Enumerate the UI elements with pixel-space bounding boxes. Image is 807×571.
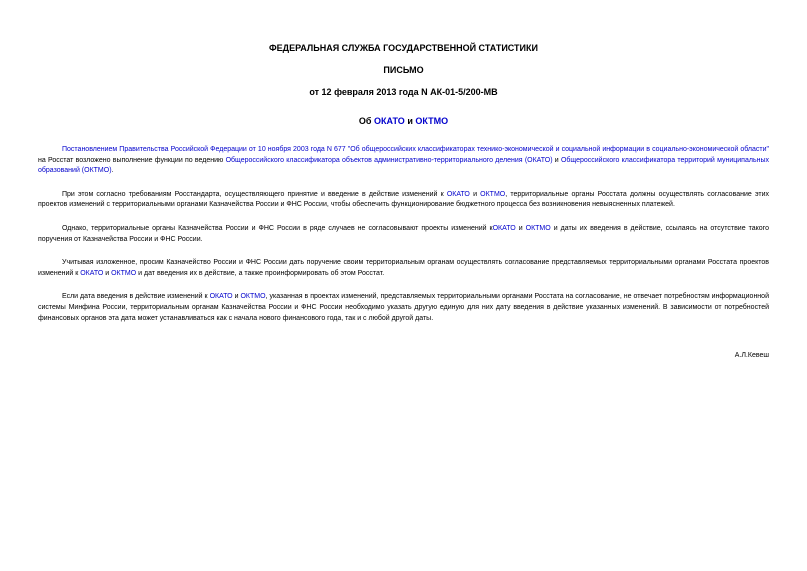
paragraph-5-text-2: и <box>232 293 241 301</box>
paragraph-5 <box>38 292 769 324</box>
paragraph-1 <box>38 145 769 177</box>
signature: А.Л.Кевеш <box>734 352 769 360</box>
okato-link[interactable]: ОКАТО <box>80 269 104 277</box>
paragraph-2 <box>38 190 769 211</box>
paragraph-4 <box>38 258 769 279</box>
paragraph-5-text-3: , указанная в проектах изменений, представляемых территориальными органами Росстата на согласование, не отвечает потребностям информационной системы Минфина России, территориальным органам Казначейства России и ФНС России необходимо указать другую единую для них дату введения в действие указанных изменений. В зависимости от потребностей финансовых органов эта дата может устанавливаться как с начала нового финансового года, так и с любой другой даты. <box>38 293 769 322</box>
oktmo-link[interactable]: ОКТМО <box>111 269 137 277</box>
agency-heading: ФЕДЕРАЛЬНАЯ СЛУЖБА ГОСУДАРСТВЕННОЙ СТАТИСТИКИ <box>269 43 538 53</box>
document-type-heading: ПИСЬМО <box>383 65 424 75</box>
paragraph-4-text-2: и <box>103 269 112 277</box>
okato-link[interactable]: ОКАТО <box>492 224 516 232</box>
okato-classifier-link[interactable]: Общероссийского классификатора объектов административно-территориального деления (ОКАТО) <box>225 156 553 164</box>
subject-prefix: Об <box>358 116 372 126</box>
letter-body <box>38 145 769 324</box>
paragraph-2-text-2: и <box>469 190 481 198</box>
subject-oktmo-link[interactable]: ОКТМО <box>415 116 449 126</box>
paragraph-3 <box>38 224 769 245</box>
paragraph-4-text-3: и дат введения их в действие, а также проинформировать об этом Росстат. <box>136 269 385 277</box>
oktmo-link[interactable]: ОКТМО <box>240 293 266 301</box>
paragraph-4-text-1: Учитывая изложенное, просим Казначейство России и ФНС России дать поручение своим территориальным органам осуществлять согласование представляемых территориальными органами Росстата проектов изменений к <box>38 259 769 277</box>
subject-and: и <box>407 116 413 126</box>
oktmo-link[interactable]: ОКТМО <box>525 224 551 232</box>
resolution-677-link[interactable]: Постановлением Правительства Российской Федерации от 10 ноября 2003 года N 677 "Об общероссийских классификаторах технико-экономической и социальной информации в социально-экономической области" <box>62 146 769 153</box>
okato-link[interactable]: ОКАТО <box>446 190 470 198</box>
paragraph-5-text-1: Если дата введения в действие изменений к <box>62 293 210 301</box>
paragraph-1-text-2: и <box>552 156 561 164</box>
paragraph-1-text-3: . <box>111 167 114 175</box>
paragraph-2-text-1: При этом согласно требованиям Росстандарта, осуществляющего принятие и введение в действие изменений к <box>62 190 447 198</box>
paragraph-3-text-2: и <box>515 224 526 232</box>
paragraph-1-text-1: на Росстат возложено выполнение функции по ведению <box>38 156 226 164</box>
paragraph-3-text-3: и даты их введения в действие, ссылаясь на отсутствие такого поручения от Казначейства России и ФНС России. <box>38 224 769 243</box>
subject-okato-link[interactable]: ОКАТО <box>373 116 405 126</box>
okato-link[interactable]: ОКАТО <box>209 293 233 301</box>
paragraph-2-text-3: , территориальные органы Росстата должны осуществлять согласование этих проектов изменений с территориальными органами Казначейства России и ФНС России, чтобы обеспечить функционирование бюджетного процесса без возникновения невыясненных платежей. <box>38 190 769 209</box>
oktmo-link[interactable]: ОКТМО <box>480 190 506 198</box>
oktmo-classifier-link[interactable]: Общероссийского классификатора территорий муниципальных образований (ОКТМО) <box>38 156 769 175</box>
paragraph-3-text-1: Однако, территориальные органы Казначейства России и ФНС России в ряде случаев не согласовывают проекты изменений к <box>62 224 493 232</box>
subject-heading <box>38 116 769 127</box>
date-number-heading: от 12 февраля 2013 года N АК-01-5/200-МВ <box>309 87 498 97</box>
